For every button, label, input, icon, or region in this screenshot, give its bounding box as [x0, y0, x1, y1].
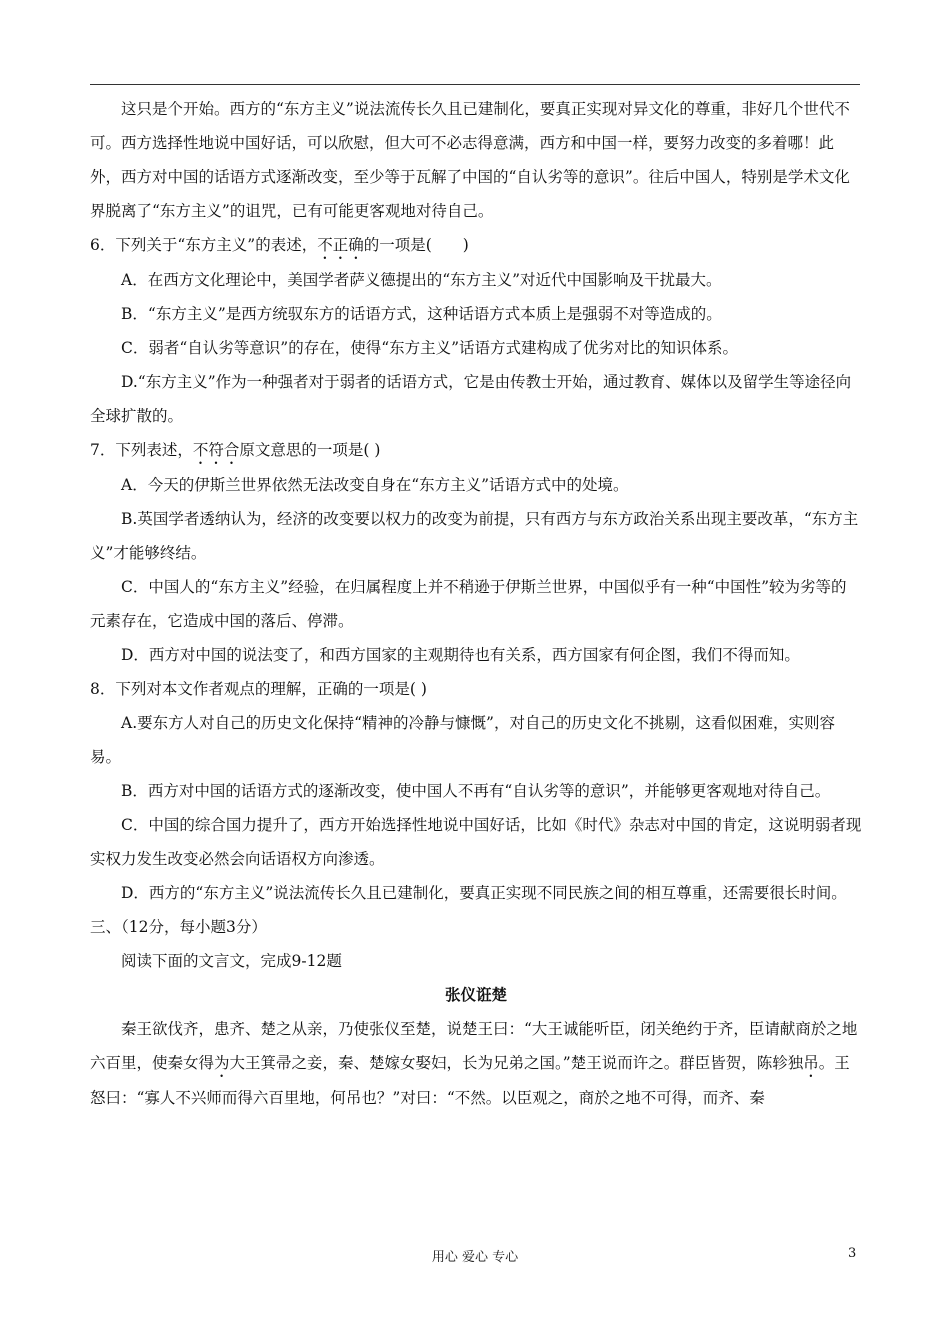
passage-paragraph: 这只是个开始。西方的“东方主义”说法流传长久且已建制化，要真正实现对异文化的尊重，非好几个世代不可。西方选择性地说中国好话，可以欣慰，但大可不必志得意满，西方和中国一样，要努力改变的多着哪！此外，西方对中国的话语方式逐渐改变，至少等于瓦解了中国的“自认劣等的意识”。往后中国人，特别是学术文化界脱离了“东方主义”的诅咒，已有可能更客观地对待自己。	[90, 100, 850, 220]
option-d: D.“东方主义”作为一种强者对于弱者的话语方式，它是由传教士开始，通过教育、媒体以及留学生等途径向全球扩散的。	[90, 373, 852, 425]
option-c: C．弱者“自认劣等意识”的存在，使得“东方主义”话语方式建构成了优劣对比的知识体系。	[121, 339, 739, 357]
question-8	[90, 672, 862, 910]
stem-text: 的一项是( )	[363, 236, 469, 254]
section-heading: 三、（12分，每小题3分）	[90, 918, 267, 936]
option-b: B．“东方主义”是西方统驭东方的话语方式，这种话语方式本质上是强弱不对等造成的。	[121, 305, 722, 323]
question-stem	[90, 228, 862, 263]
emphasis-char: 为	[214, 1054, 230, 1072]
text-segment: 大王箕帚之妾，秦、楚嫁女娶妇，长为兄弟之国。”楚王说而许之。群臣皆贺，陈轸独	[229, 1054, 804, 1072]
question-stem	[90, 672, 862, 706]
emphasis-char: 吊	[803, 1054, 819, 1072]
footer-motto: 用心 爱心 专心	[431, 1250, 519, 1265]
page-footer	[0, 1246, 950, 1270]
classical-text	[90, 1012, 862, 1115]
question-7	[90, 433, 862, 672]
emphasis-text: 不正确	[317, 236, 364, 254]
option-c: C．中国人的“东方主义”经验，在归属程度上并不稍逊于伊斯兰世界，中国似乎有一种“中国性”较为劣等的元素存在，它造成中国的落后、停滞。	[90, 578, 847, 630]
option-a: A．在西方文化理论中，美国学者萨义德提出的“东方主义”对近代中国影响及干扰最大。	[121, 271, 722, 289]
header-rule	[90, 84, 860, 85]
option-d: D．西方对中国的说法变了，和西方国家的主观期待也有关系，西方国家有何企图，我们不得而知。	[121, 646, 800, 664]
page-number: 3	[848, 1246, 857, 1261]
option-a: A.要东方人对自己的历史文化保持“精神的冷静与慷慨”，对自己的历史文化不挑剔，这看似困难，实则容易。	[90, 714, 835, 766]
page-content	[90, 92, 862, 1115]
stem-text: )	[415, 680, 427, 698]
stem-text: 7．下列表述，	[90, 441, 193, 459]
option-b: B.英国学者透纳认为，经济的改变要以权力的改变为前提，只有西方与东方政治关系出现主要改革，“东方主义”才能够终结。	[90, 510, 859, 562]
stem-text: 6．下列关于“东方主义”的表述，	[90, 236, 318, 254]
option-d: D．西方的“东方主义”说法流传长久且已建制化，要真正实现不同民族之间的相互尊重，还需要很长时间。	[121, 884, 847, 902]
option-a: A．今天的伊斯兰世界依然无法改变自身在“东方主义”话语方式中的处境。	[121, 476, 629, 494]
passage-title: 张仪诳楚	[444, 986, 507, 1004]
question-stem	[90, 433, 862, 468]
text-segment: 。王怒曰：“寡人不兴师而得六百里地，何吊也？”对曰：“不然。以臣观之，商於之地不可得，而齐、秦	[90, 1054, 850, 1107]
section-instruction: 阅读下面的文言文，完成9-12题	[121, 952, 342, 970]
stem-text: 原文意思的一项是( )	[239, 441, 381, 459]
text-segment: 秦王欲伐齐，患齐、楚之从亲，乃使张仪至楚，说楚王曰：“大王诚能听臣，闭关绝约于齐，臣请献商於之地六百里，使秦女得	[90, 1020, 858, 1072]
question-6	[90, 228, 862, 433]
stem-text: 8．下列对本文作者观点的理解，正确的一项是(	[90, 680, 416, 698]
option-b: B．西方对中国的话语方式的逐渐改变，使中国人不再有“自认劣等的意识”，并能够更客观地对待自己。	[121, 782, 831, 800]
emphasis-text: 不符合	[192, 441, 240, 459]
option-c: C．中国的综合国力提升了，西方开始选择性地说中国好话，比如《时代》杂志对中国的肯定，这说明弱者现实权力发生改变必然会向话语权方向渗透。	[90, 816, 862, 868]
